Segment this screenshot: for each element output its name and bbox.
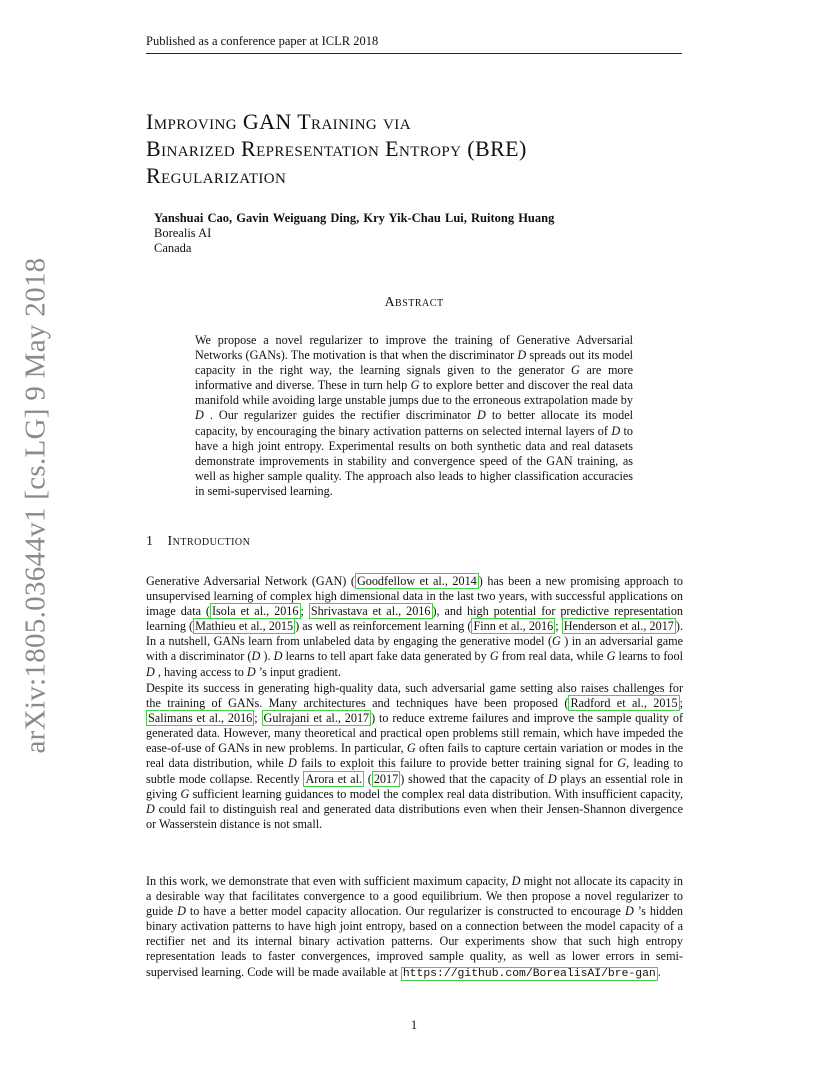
body-text: often fails to capture certain variation or modes in the real data distribution, while [146,741,683,771]
body-text: , leading to subtle mode collapse. Recently [146,756,684,786]
math-symbol: D [287,756,297,771]
body-text: ; [300,604,309,619]
author-affiliation: Borealis AI [154,226,212,240]
math-symbol: G [571,363,580,378]
math-symbol: G [410,378,420,393]
math-symbol: D [477,408,486,423]
body-text: Despite its success in generating high-quality data, such adversarial game setting also raises challenges for the training of GANs. Many architectures and techniques have been proposed ( [146,681,683,711]
body-text: ) in an adversarial game with a discriminator ( [146,634,683,664]
body-text: to have a better model capacity allocation. Our regularizer is constructed to encourage [185,904,625,919]
citation-link[interactable]: Goodfellow et al., 2014 [356,574,477,588]
title-line-3: Regularization [146,163,287,188]
author-block [154,211,554,256]
page-number: 1 [410,1018,418,1032]
title-line-2: Binarized Representation Entropy (BRE) [146,136,527,161]
abstract-text: to explore better and discover the real data manifold while avoiding large unstable jumps due to the erroneous extrapolation made by [195,378,634,408]
math-symbol: G [552,634,561,649]
math-symbol: G [180,786,190,801]
body-text: from real data, while [498,649,607,664]
math-symbol: G [406,741,416,756]
math-symbol: D [624,904,634,919]
citation-link[interactable]: Gulrajani et al., 2017 [263,711,370,726]
abstract-text: to better allocate its model capacity, by encouraging the binary activation patterns on selected internal layers of [195,408,633,438]
section-heading-introduction [146,534,250,550]
intro-paragraph-2 [146,681,683,832]
abstract-heading: Abstract [384,295,444,310]
intro-paragraph-3 [146,874,683,982]
abstract-text: . Our regularizer guides the rectifier discriminator [203,408,477,423]
math-symbol: D [146,664,155,679]
code-url-link[interactable]: https://github.com/BorealisAI/bre-gan [402,967,656,980]
body-text: ). [260,649,274,664]
citation-link[interactable]: Finn et al., 2016 [473,619,554,634]
math-symbol: D [146,801,155,816]
math-symbol: D [517,348,527,363]
paper-title [146,108,706,189]
body-text: might not allocate its capacity in a desirable way that facilitates convergence to a good equilibrium. We then propose a novel regularizer to guide [146,874,683,919]
citation-link[interactable]: Isola et al., 2016 [211,604,299,619]
citation-link[interactable]: 2017 [373,771,399,786]
citation-link[interactable]: Mathieu et al., 2015 [195,619,294,634]
body-text: ; [679,696,684,711]
body-text: learns to fool [615,649,684,664]
math-symbol: G [617,756,627,771]
abstract-body [195,333,633,499]
math-symbol: D [273,649,283,664]
citation-link[interactable]: Salimans et al., 2016 [148,711,253,726]
abstract-text: to have a high joint entropy. Experimental results on both synthetic data and real datasets demonstrate improvements in stability and convergence speed of the GAN training, as well as higher sample quality. The approach also leads to higher classification accuracies in semi-supervised learning. [195,423,633,498]
body-text: ) showed that the capacity of [400,771,548,786]
body-text: , having access to [154,664,247,679]
math-symbol: D [511,874,521,888]
citation-link[interactable]: Radford et al., 2015 [570,696,678,711]
math-symbol: G [489,649,499,664]
intro-paragraph-1 [146,574,683,680]
body-text: ) to reduce extreme failures and improve the sample quality of generated data. However, many theoretical and practical open problems still remain, which have impeded the ease-of-use of GANs in new problems. In particular, [146,711,683,756]
citation-link[interactable]: Arora et al. [305,771,362,786]
body-text: ( [364,771,372,786]
body-text: could fail to distinguish real and generated data distributions even when their Jensen-Shannon divergence or Wasserstein distance is not small. [146,801,683,831]
math-symbol: G [606,649,616,664]
body-text: ) has been a new promising approach to unsupervised learning of complex high dimensional data in the last two years, with successful applications on image data ( [146,574,684,619]
math-symbol: D [195,408,204,423]
math-symbol: D [547,771,557,786]
title-line-1: Improving GAN Training via [146,109,411,134]
author-country: Canada [154,241,192,255]
author-names: Yanshuai Cao, Gavin Weiguang Ding, Kry Yik-Chau Lui, Ruitong Huang [154,211,555,225]
arxiv-stamp [18,257,54,753]
arxiv-stamp-text: arXiv:1805.03644v1 [cs.LG] 9 May 2018 [19,257,52,753]
math-symbol: D [246,664,256,679]
section-number: 1 [146,534,154,549]
math-symbol: D [251,649,261,664]
body-text: ) as well as reinforcement learning ( [295,619,472,634]
body-text: ; [254,711,262,726]
body-text: In this work, we demonstrate that even with sufficient maximum capacity, [146,874,512,888]
citation-link[interactable]: Henderson et al., 2017 [563,619,674,634]
math-symbol: D [611,423,621,438]
abstract-text: are more informative and diverse. These in turn help [195,363,633,393]
body-text: ’s hidden binary activation patterns to have high joint entropy, based on a connection between the model capacity of a rectifier net and its internal binary activation patterns. Our experiments show that such high entropy representation leads to faster convergences, improved sample quality, as well as lower errors in semi-supervised learning. Code will be made available at [146,904,684,979]
body-text: . [657,964,661,979]
running-header: Published as a conference paper at ICLR 2018 [146,34,682,54]
math-symbol: D [177,904,186,919]
body-text: sufficient learning guidances to model the complex real data distribution. With insufficient capacity, [189,786,683,801]
body-text: Generative Adversarial Network (GAN) ( [146,574,355,588]
abstract-text: We propose a novel regularizer to improve the training of Generative Adversarial Networks (GANs). The motivation is that when the discriminator [195,333,633,363]
body-text: ). In a nutshell, GANs learn from unlabeled data by engaging the generative model ( [146,619,684,649]
body-text: plays an essential role in giving [146,771,684,801]
abstract-text: spreads out its model capacity in the right way, the learning signals given to the generator [195,348,633,378]
body-text: fails to exploit this failure to provide better training signal for [296,756,618,771]
body-text: ; [555,619,562,634]
body-text: ), and high potential for predictive representation learning ( [146,604,684,634]
body-text: ’s input gradient. [255,664,341,679]
body-text: learns to tell apart fake data generated by [282,649,490,664]
section-title: Introduction [167,534,251,549]
citation-link[interactable]: Shrivastava et al., 2016 [310,604,431,619]
